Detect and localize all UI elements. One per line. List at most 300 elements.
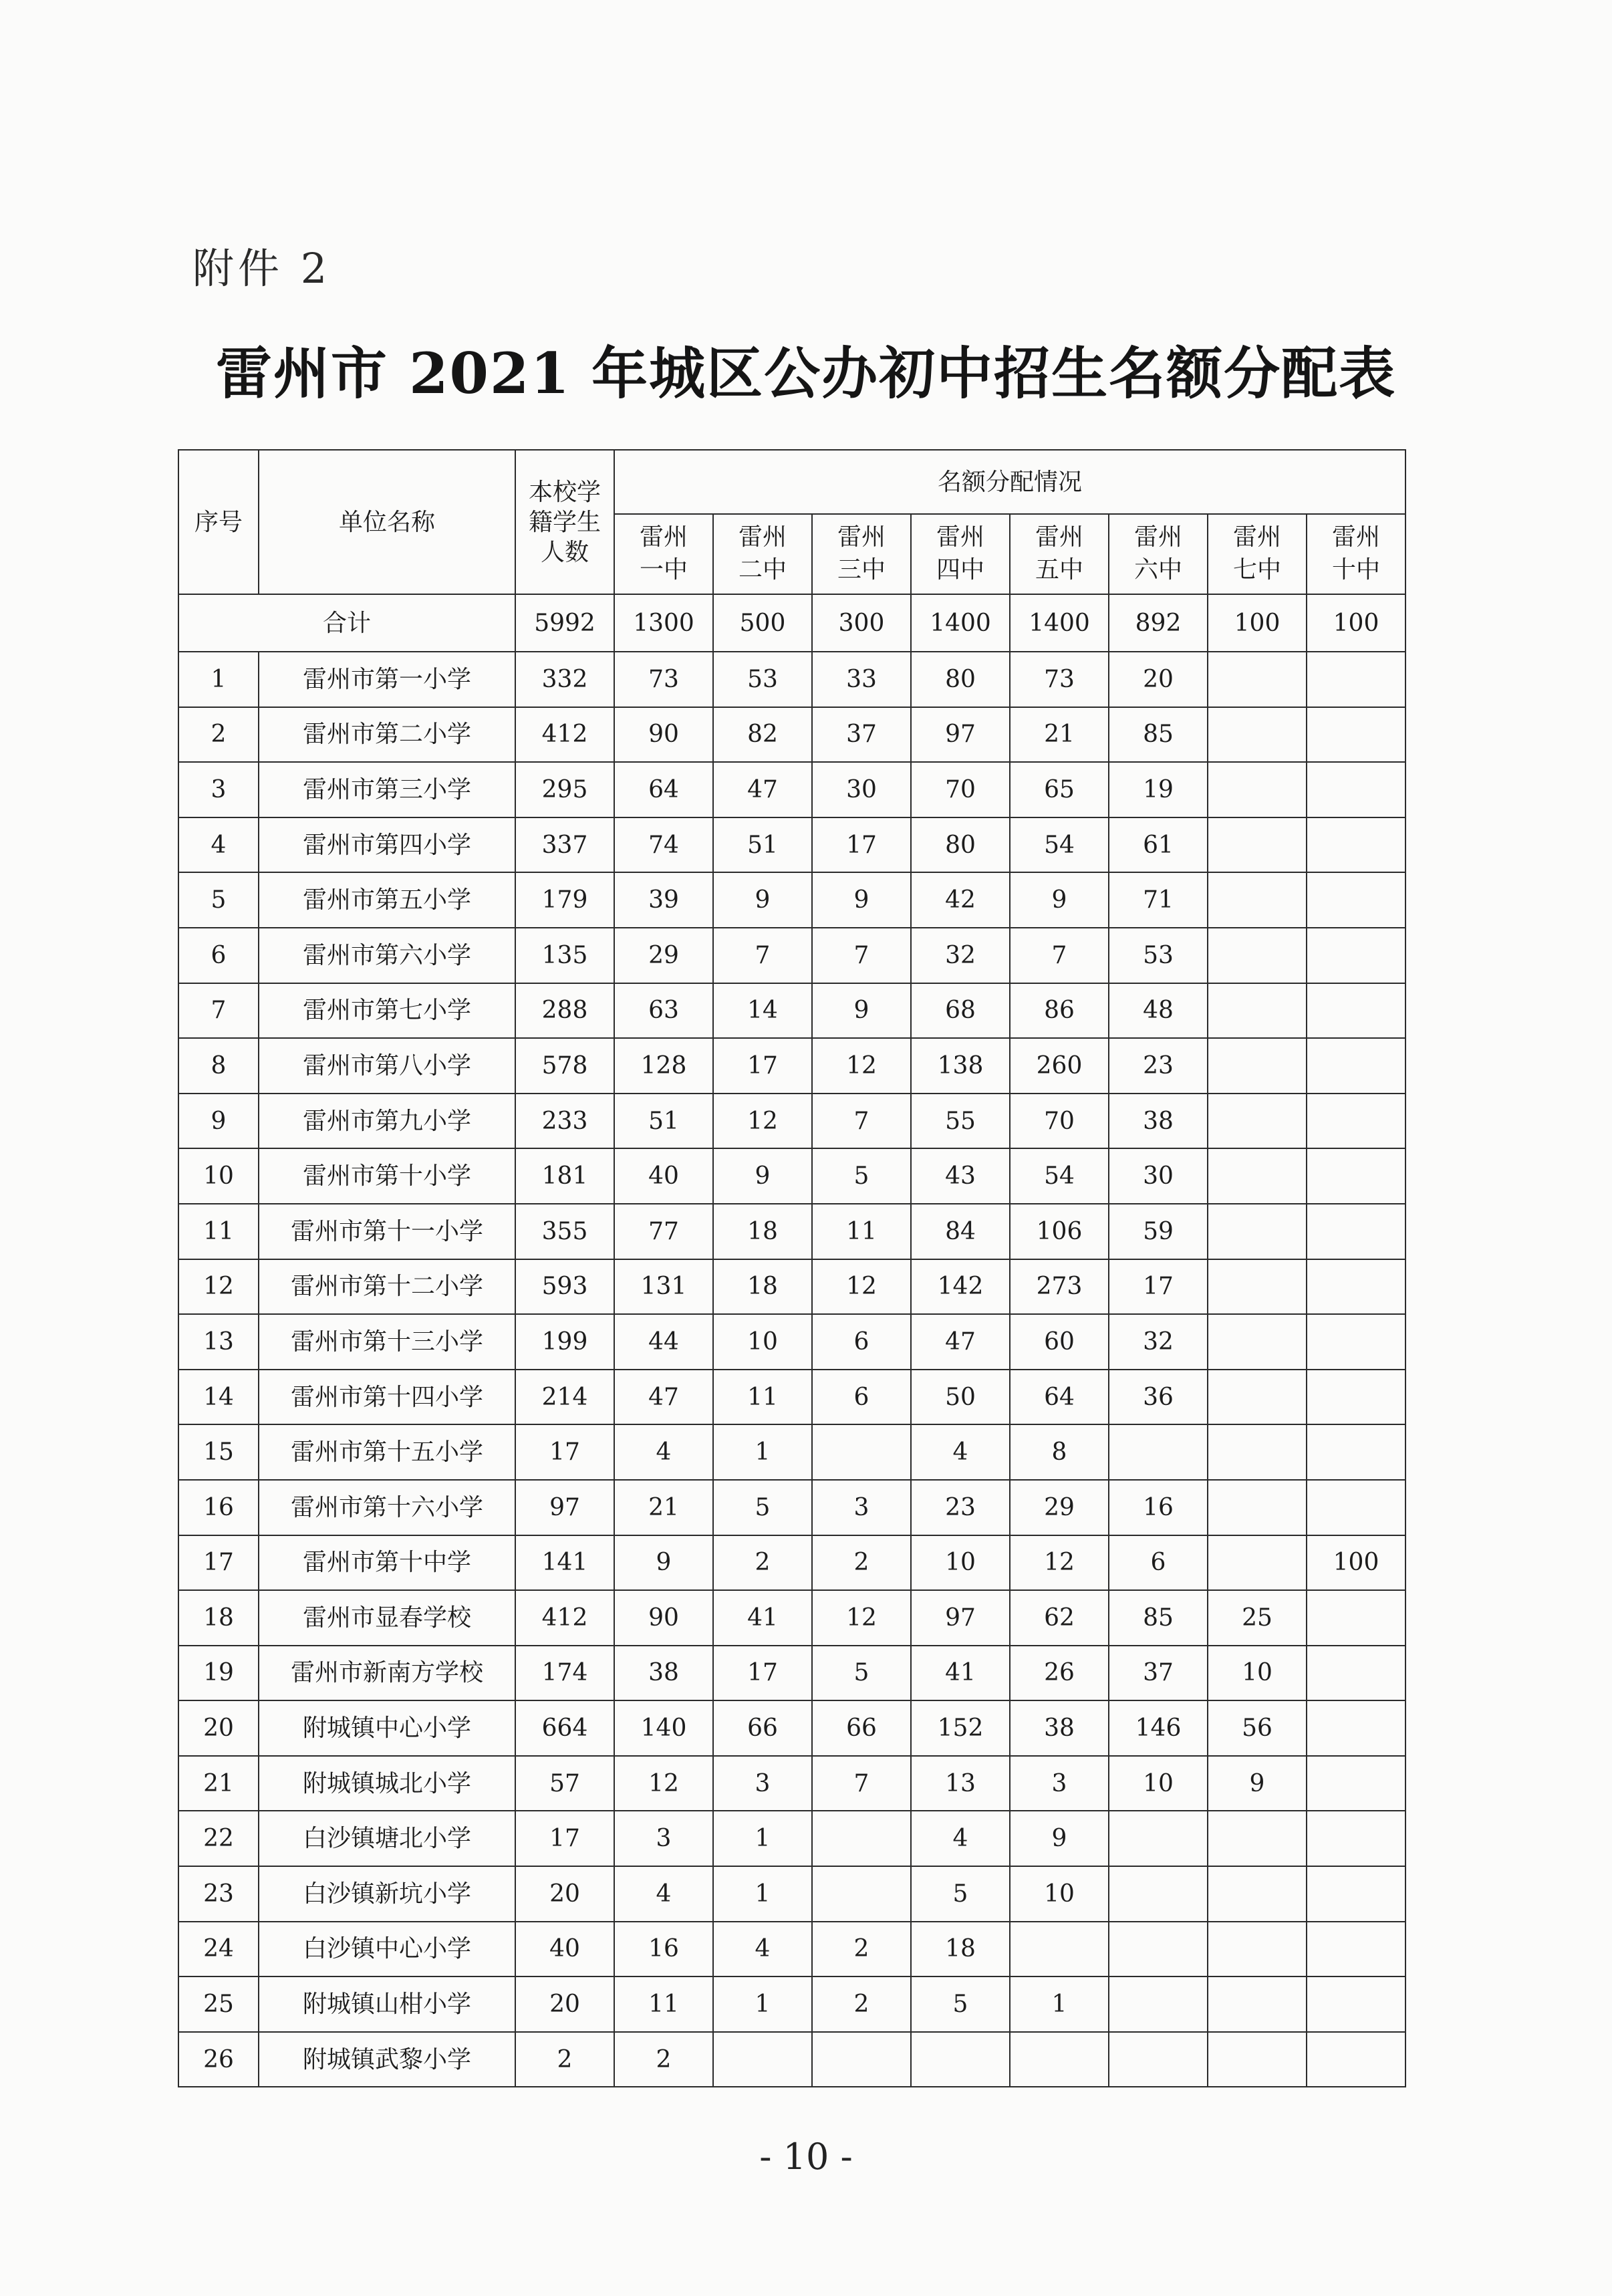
row-students: 97: [515, 1480, 614, 1535]
row-students: 20: [515, 1976, 614, 2032]
row-quota-cell: 73: [1010, 652, 1109, 707]
table-row: [178, 1480, 1405, 1535]
row-quota-cell: 12: [812, 1590, 911, 1646]
table-row: [178, 872, 1405, 928]
row-quota-cell: 37: [1109, 1646, 1208, 1701]
row-quota-cell: [1208, 1424, 1307, 1480]
row-unit-name: 附城镇中心小学: [259, 1700, 515, 1756]
row-quota-cell: 10: [1208, 1646, 1307, 1701]
row-seq: 21: [178, 1756, 259, 1811]
row-quota-cell: [1208, 872, 1307, 928]
row-quota-cell: 152: [911, 1700, 1010, 1756]
row-quota-cell: 10: [1010, 1866, 1109, 1922]
row-students: 332: [515, 652, 614, 707]
row-quota-cell: 11: [614, 1976, 713, 2032]
table-row: [178, 1756, 1405, 1811]
row-seq: 5: [178, 872, 259, 928]
row-quota-cell: [812, 1424, 911, 1480]
row-students: 17: [515, 1424, 614, 1480]
row-quota-cell: [1307, 1700, 1405, 1756]
row-quota-cell: 5: [812, 1646, 911, 1701]
row-quota-cell: 66: [713, 1700, 812, 1756]
row-quota-cell: 5: [713, 1480, 812, 1535]
row-students: 181: [515, 1148, 614, 1204]
row-quota-cell: 6: [812, 1314, 911, 1370]
row-quota-cell: [1307, 817, 1405, 873]
row-quota-cell: 64: [1010, 1370, 1109, 1425]
row-quota-cell: 73: [614, 652, 713, 707]
row-quota-cell: [1307, 1148, 1405, 1204]
row-students: 233: [515, 1094, 614, 1149]
row-quota-cell: 142: [911, 1259, 1010, 1315]
row-quota-cell: 138: [911, 1038, 1010, 1094]
row-quota-cell: 21: [614, 1480, 713, 1535]
row-unit-name: 白沙镇新坑小学: [259, 1866, 515, 1922]
row-quota-cell: 56: [1208, 1700, 1307, 1756]
row-quota-cell: 47: [911, 1314, 1010, 1370]
row-quota-cell: [1208, 1866, 1307, 1922]
row-quota-cell: 12: [1010, 1535, 1109, 1591]
row-quota-cell: 5: [911, 1866, 1010, 1922]
table-row: [178, 1811, 1405, 1866]
row-quota-cell: [1208, 762, 1307, 817]
table-row: [178, 1094, 1405, 1149]
row-seq: 11: [178, 1204, 259, 1259]
row-quota-cell: 6: [812, 1370, 911, 1425]
row-quota-cell: [1307, 1314, 1405, 1370]
row-quota-cell: [1208, 652, 1307, 707]
row-quota-cell: 273: [1010, 1259, 1109, 1315]
row-unit-name: 雷州市第一小学: [259, 652, 515, 707]
row-quota-cell: 70: [911, 762, 1010, 817]
row-seq: 13: [178, 1314, 259, 1370]
row-quota-cell: [1307, 1424, 1405, 1480]
row-quota-cell: [1307, 1756, 1405, 1811]
row-quota-cell: 48: [1109, 983, 1208, 1039]
row-quota-cell: [1109, 1424, 1208, 1480]
row-quota-cell: 146: [1109, 1700, 1208, 1756]
row-quota-cell: [1307, 1646, 1405, 1701]
row-unit-name: 雷州市第十二小学: [259, 1259, 515, 1315]
row-quota-cell: 51: [713, 817, 812, 873]
row-seq: 12: [178, 1259, 259, 1315]
row-quota-cell: [1208, 983, 1307, 1039]
table-row: [178, 1590, 1405, 1646]
quota-table: [178, 449, 1406, 2087]
row-quota-cell: 13: [911, 1756, 1010, 1811]
row-quota-cell: 54: [1010, 1148, 1109, 1204]
row-quota-cell: [1307, 652, 1405, 707]
total-value: 100: [1307, 594, 1405, 652]
row-unit-name: 雷州市第十四小学: [259, 1370, 515, 1425]
row-unit-name: 雷州市第十三小学: [259, 1314, 515, 1370]
row-quota-cell: 100: [1307, 1535, 1405, 1591]
row-students: 17: [515, 1811, 614, 1866]
row-students: 40: [515, 1922, 614, 1977]
row-quota-cell: 44: [614, 1314, 713, 1370]
row-students: 199: [515, 1314, 614, 1370]
row-seq: 14: [178, 1370, 259, 1425]
row-quota-cell: 40: [614, 1148, 713, 1204]
row-quota-cell: 51: [614, 1094, 713, 1149]
row-students: 179: [515, 872, 614, 928]
row-quota-cell: [1208, 1535, 1307, 1591]
row-quota-cell: 6: [1109, 1535, 1208, 1591]
row-unit-name: 雷州市第三小学: [259, 762, 515, 817]
row-quota-cell: 1: [713, 1811, 812, 1866]
row-quota-cell: 33: [812, 652, 911, 707]
row-students: 355: [515, 1204, 614, 1259]
row-quota-cell: 10: [911, 1535, 1010, 1591]
row-quota-cell: 9: [812, 872, 911, 928]
row-unit-name: 雷州市第十一小学: [259, 1204, 515, 1259]
row-unit-name: 雷州市第十小学: [259, 1148, 515, 1204]
row-unit-name: 雷州市第十六小学: [259, 1480, 515, 1535]
table-row: [178, 817, 1405, 873]
row-seq: 7: [178, 983, 259, 1039]
row-quota-cell: [1010, 1922, 1109, 1977]
row-quota-cell: 85: [1109, 707, 1208, 763]
row-quota-cell: [1208, 1148, 1307, 1204]
row-quota-cell: 1: [713, 1424, 812, 1480]
row-quota-cell: 42: [911, 872, 1010, 928]
row-seq: 19: [178, 1646, 259, 1701]
attachment-label: 附件 2: [192, 244, 331, 293]
row-quota-cell: 50: [911, 1370, 1010, 1425]
row-quota-cell: 20: [1109, 652, 1208, 707]
row-quota-cell: 9: [812, 983, 911, 1039]
row-quota-cell: [1307, 872, 1405, 928]
row-quota-cell: [812, 1811, 911, 1866]
row-quota-cell: 26: [1010, 1646, 1109, 1701]
row-quota-cell: 2: [812, 1922, 911, 1977]
row-quota-cell: 140: [614, 1700, 713, 1756]
row-quota-cell: 14: [713, 983, 812, 1039]
row-quota-cell: 65: [1010, 762, 1109, 817]
row-quota-cell: 32: [911, 928, 1010, 983]
row-quota-cell: [1208, 1976, 1307, 2032]
row-quota-cell: [1208, 817, 1307, 873]
table-row: [178, 928, 1405, 983]
row-quota-cell: [1109, 1922, 1208, 1977]
header-seq: 序号: [178, 450, 259, 594]
row-quota-cell: [1208, 1094, 1307, 1149]
row-quota-cell: [1208, 1038, 1307, 1094]
row-quota-cell: [1208, 1480, 1307, 1535]
row-quota-cell: [1208, 1922, 1307, 1977]
row-quota-cell: 29: [1010, 1480, 1109, 1535]
header-school: 雷州十中: [1307, 514, 1405, 594]
row-quota-cell: 23: [911, 1480, 1010, 1535]
header-school: 雷州二中: [713, 514, 812, 594]
row-seq: 16: [178, 1480, 259, 1535]
row-quota-cell: [1307, 1259, 1405, 1315]
table-row: [178, 1038, 1405, 1094]
row-seq: 26: [178, 2032, 259, 2087]
row-quota-cell: 18: [713, 1259, 812, 1315]
row-students: 578: [515, 1038, 614, 1094]
row-students: 2: [515, 2032, 614, 2087]
row-quota-cell: 60: [1010, 1314, 1109, 1370]
row-quota-cell: 74: [614, 817, 713, 873]
row-quota-cell: [812, 2032, 911, 2087]
row-quota-cell: 97: [911, 707, 1010, 763]
row-quota-cell: 82: [713, 707, 812, 763]
header-school: 雷州三中: [812, 514, 911, 594]
row-quota-cell: 9: [614, 1535, 713, 1591]
row-seq: 3: [178, 762, 259, 817]
row-quota-cell: 7: [812, 928, 911, 983]
row-quota-cell: 17: [1109, 1259, 1208, 1315]
row-quota-cell: 41: [713, 1590, 812, 1646]
row-unit-name: 雷州市显春学校: [259, 1590, 515, 1646]
row-seq: 18: [178, 1590, 259, 1646]
row-quota-cell: 260: [1010, 1038, 1109, 1094]
row-quota-cell: 36: [1109, 1370, 1208, 1425]
row-quota-cell: 16: [614, 1922, 713, 1977]
row-quota-cell: [1208, 707, 1307, 763]
row-students: 57: [515, 1756, 614, 1811]
row-quota-cell: 38: [614, 1646, 713, 1701]
page-title: 雷州市 2021 年城区公办初中招生名额分配表: [215, 340, 1397, 406]
row-quota-cell: 32: [1109, 1314, 1208, 1370]
row-quota-cell: 3: [812, 1480, 911, 1535]
table-row: [178, 1424, 1405, 1480]
row-quota-cell: 97: [911, 1590, 1010, 1646]
table-row: [178, 1535, 1405, 1591]
row-quota-cell: 12: [614, 1756, 713, 1811]
row-quota-cell: 29: [614, 928, 713, 983]
row-quota-cell: [1208, 1314, 1307, 1370]
row-quota-cell: 9: [1208, 1756, 1307, 1811]
page-number: - 10 -: [759, 2136, 853, 2178]
row-quota-cell: 1: [713, 1866, 812, 1922]
row-quota-cell: 9: [713, 872, 812, 928]
row-quota-cell: 25: [1208, 1590, 1307, 1646]
row-quota-cell: 18: [911, 1922, 1010, 1977]
row-seq: 23: [178, 1866, 259, 1922]
row-students: 20: [515, 1866, 614, 1922]
row-quota-cell: [1307, 983, 1405, 1039]
row-quota-cell: 23: [1109, 1038, 1208, 1094]
row-unit-name: 雷州市第六小学: [259, 928, 515, 983]
row-quota-cell: 3: [614, 1811, 713, 1866]
total-row: [178, 594, 1405, 652]
row-seq: 4: [178, 817, 259, 873]
row-unit-name: 雷州市第五小学: [259, 872, 515, 928]
row-quota-cell: 70: [1010, 1094, 1109, 1149]
row-unit-name: 附城镇武黎小学: [259, 2032, 515, 2087]
row-quota-cell: 9: [713, 1148, 812, 1204]
row-quota-cell: 2: [812, 1535, 911, 1591]
row-seq: 9: [178, 1094, 259, 1149]
row-quota-cell: 86: [1010, 983, 1109, 1039]
total-value: 1400: [1010, 594, 1109, 652]
header-school: 雷州七中: [1208, 514, 1307, 594]
row-quota-cell: [1208, 928, 1307, 983]
table-row: [178, 1866, 1405, 1922]
row-quota-cell: 30: [812, 762, 911, 817]
row-unit-name: 雷州市第八小学: [259, 1038, 515, 1094]
row-quota-cell: 47: [614, 1370, 713, 1425]
table-row: [178, 1314, 1405, 1370]
row-quota-cell: 4: [911, 1811, 1010, 1866]
row-quota-cell: 7: [713, 928, 812, 983]
row-students: 288: [515, 983, 614, 1039]
row-quota-cell: 18: [713, 1204, 812, 1259]
row-unit-name: 雷州市第十五小学: [259, 1424, 515, 1480]
row-quota-cell: 80: [911, 652, 1010, 707]
table-row: [178, 1148, 1405, 1204]
row-unit-name: 雷州市第十中学: [259, 1535, 515, 1591]
row-quota-cell: 5: [812, 1148, 911, 1204]
total-value: 300: [812, 594, 911, 652]
row-quota-cell: 3: [1010, 1756, 1109, 1811]
row-quota-cell: [1307, 1370, 1405, 1425]
table-row: [178, 1922, 1405, 1977]
row-quota-cell: [1109, 2032, 1208, 2087]
row-unit-name: 白沙镇中心小学: [259, 1922, 515, 1977]
header-students: 本校学籍学生人数: [515, 450, 614, 594]
table-row: [178, 1370, 1405, 1425]
row-students: 135: [515, 928, 614, 983]
row-quota-cell: [911, 2032, 1010, 2087]
row-quota-cell: [1208, 1811, 1307, 1866]
row-quota-cell: 5: [911, 1976, 1010, 2032]
row-quota-cell: [1307, 762, 1405, 817]
row-quota-cell: [1307, 1094, 1405, 1149]
row-students: 412: [515, 707, 614, 763]
row-seq: 2: [178, 707, 259, 763]
row-quota-cell: 17: [812, 817, 911, 873]
row-unit-name: 雷州市第七小学: [259, 983, 515, 1039]
row-unit-name: 雷州市第四小学: [259, 817, 515, 873]
row-quota-cell: [1307, 1811, 1405, 1866]
row-quota-cell: 4: [614, 1866, 713, 1922]
row-quota-cell: [1307, 1204, 1405, 1259]
row-quota-cell: [1307, 1976, 1405, 2032]
row-quota-cell: 106: [1010, 1204, 1109, 1259]
row-quota-cell: 128: [614, 1038, 713, 1094]
row-quota-cell: 12: [713, 1094, 812, 1149]
row-quota-cell: 16: [1109, 1480, 1208, 1535]
header-school: 雷州六中: [1109, 514, 1208, 594]
row-quota-cell: [1208, 1204, 1307, 1259]
row-quota-cell: 2: [713, 1535, 812, 1591]
row-quota-cell: 12: [812, 1038, 911, 1094]
row-quota-cell: 1: [713, 1976, 812, 2032]
row-quota-cell: 131: [614, 1259, 713, 1315]
row-quota-cell: 30: [1109, 1148, 1208, 1204]
total-value: 500: [713, 594, 812, 652]
row-quota-cell: 90: [614, 1590, 713, 1646]
row-quota-cell: [1010, 2032, 1109, 2087]
table-row: [178, 762, 1405, 817]
table-row: [178, 1700, 1405, 1756]
row-students: 337: [515, 817, 614, 873]
row-quota-cell: 77: [614, 1204, 713, 1259]
row-quota-cell: 61: [1109, 817, 1208, 873]
row-quota-cell: 41: [911, 1646, 1010, 1701]
row-quota-cell: 55: [911, 1094, 1010, 1149]
row-students: 295: [515, 762, 614, 817]
row-quota-cell: 2: [614, 2032, 713, 2087]
table-row: [178, 983, 1405, 1039]
row-unit-name: 雷州市新南方学校: [259, 1646, 515, 1701]
row-seq: 1: [178, 652, 259, 707]
table-row: [178, 1259, 1405, 1315]
row-unit-name: 附城镇山柑小学: [259, 1976, 515, 2032]
row-students: 593: [515, 1259, 614, 1315]
row-students: 412: [515, 1590, 614, 1646]
row-quota-cell: 17: [713, 1038, 812, 1094]
row-quota-cell: 3: [713, 1756, 812, 1811]
table-row: [178, 1976, 1405, 2032]
row-students: 174: [515, 1646, 614, 1701]
row-quota-cell: 38: [1010, 1700, 1109, 1756]
row-quota-cell: [1307, 1866, 1405, 1922]
table-row: [178, 2032, 1405, 2087]
table-row: [178, 707, 1405, 763]
row-unit-name: 雷州市第九小学: [259, 1094, 515, 1149]
row-quota-cell: 7: [1010, 928, 1109, 983]
row-quota-cell: 10: [1109, 1756, 1208, 1811]
row-unit-name: 附城镇城北小学: [259, 1756, 515, 1811]
row-seq: 24: [178, 1922, 259, 1977]
row-quota-cell: 53: [1109, 928, 1208, 983]
row-quota-cell: 11: [812, 1204, 911, 1259]
row-quota-cell: 47: [713, 762, 812, 817]
row-quota-cell: 38: [1109, 1094, 1208, 1149]
row-quota-cell: [1208, 1259, 1307, 1315]
row-quota-cell: [1307, 707, 1405, 763]
row-quota-cell: 85: [1109, 1590, 1208, 1646]
row-seq: 25: [178, 1976, 259, 2032]
row-quota-cell: 59: [1109, 1204, 1208, 1259]
row-quota-cell: [1109, 1866, 1208, 1922]
table-row: [178, 652, 1405, 707]
row-quota-cell: [1208, 1370, 1307, 1425]
row-seq: 10: [178, 1148, 259, 1204]
row-quota-cell: 39: [614, 872, 713, 928]
total-value: 100: [1208, 594, 1307, 652]
row-seq: 22: [178, 1811, 259, 1866]
row-quota-cell: [1109, 1811, 1208, 1866]
header-school: 雷州一中: [614, 514, 713, 594]
row-quota-cell: 17: [713, 1646, 812, 1701]
row-students: 664: [515, 1700, 614, 1756]
row-quota-cell: 62: [1010, 1590, 1109, 1646]
row-unit-name: 雷州市第二小学: [259, 707, 515, 763]
row-quota-cell: [713, 2032, 812, 2087]
header-school: 雷州五中: [1010, 514, 1109, 594]
row-quota-cell: [1307, 2032, 1405, 2087]
row-quota-cell: 4: [713, 1922, 812, 1977]
row-quota-cell: 1: [1010, 1976, 1109, 2032]
total-value: 1400: [911, 594, 1010, 652]
row-quota-cell: [1109, 1976, 1208, 2032]
row-quota-cell: 66: [812, 1700, 911, 1756]
row-quota-cell: [1307, 1038, 1405, 1094]
row-quota-cell: 43: [911, 1148, 1010, 1204]
row-quota-cell: 19: [1109, 762, 1208, 817]
row-seq: 20: [178, 1700, 259, 1756]
row-quota-cell: 12: [812, 1259, 911, 1315]
table-row: [178, 1646, 1405, 1701]
row-seq: 6: [178, 928, 259, 983]
row-quota-cell: [1307, 1590, 1405, 1646]
row-quota-cell: 8: [1010, 1424, 1109, 1480]
